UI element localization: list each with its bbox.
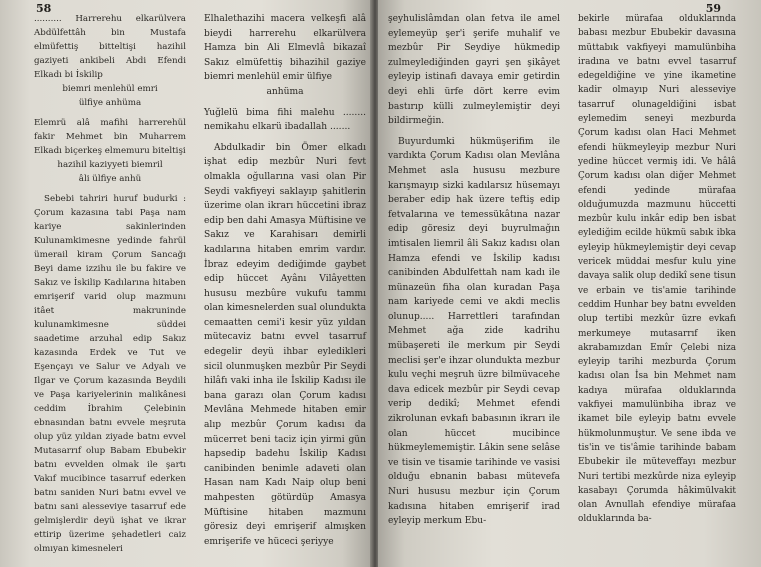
paragraph: Elhalethazihi macera velkeşfi alâ bieydi harrerehu elkarülvera Hamza bin Ali Elmevlâ bikazaî Sakız elmüfettiş bihazihil gaziye biemri menlehül emir ülfiye bbox=[204, 14, 366, 83]
paragraph: ülfiye anhüma bbox=[78, 98, 142, 108]
paragraph: hazihil kaziyyeti biemril bbox=[57, 160, 163, 170]
paragraph: .......... Harrerehu elkarülvera Abdülfettâh bin Mustafa elmüfettiş bitteltişi hazihil gaziyeti ankibeli Abdi Efendi Elkadı bi İskilip bbox=[34, 14, 186, 80]
page-number-left: 58 bbox=[36, 2, 52, 15]
right-page bbox=[378, 0, 761, 567]
paragraph: Sebebi tahriri huruf budurki : Çorum kazasına tabi Paşa nam kariye sakinlerinden Kulunamkimesne yedinde fahrül ümerail kiram Çorum Sancağı Beyi dame izzihu ile bu fakire ve Sakız ve İskilip Kadılarına hitaben emrişerif varid olup mazmunı itâet makruninde kulunamkimesne süddei saadetime arzuhal edip Sakız kazasında Erdek ve Tut ve Eşençayı ve Salur ve Adyalı ve Ilgar ve Çorum kazasında Beydili ve Paşa kariyelerinin malikânesi ceddim İbrahim Çelebinin ebnasından batnı evvele meşruta olup yüz yıldan ziyade batnı evvel Mutasarrıf olup Babam Ebubekir batnı evvelden olmak ile şartı Vakıf mucibince tasarruf ederken batnı saniden Nuri batnı evvel ve batnı sani alesseviye tasarruf ede gelmişlerdir deyü işhat ve ikrar ettirip üzerime şehadetleri caiz olmıyan kimesneleri bbox=[34, 194, 186, 554]
paragraph: Abdulkadir bin Ömer elkadı işhat edip mezbûr Nuri fevt olmakla oğullarına vasi olan Pir Seydi vakfiyeyi saklayıp şahitlerin üzerime olan ikrarı hüccetini ibraz edip ben dahi Amasya Müftisine ve Sakız ve Karahisarı demirli kadılarına hitaben emrim vardır. İbraz edeyim dediğimde gaybet edip hüccet Ayânı Vilâyetten hususu mezbûre vukufu tammı olan kimesnelerden sual olundukta cemaatten cemi'i kesir yüz yıldan mütecaviz batnı evvel tasarruf edegelir deyü ihbar eyledikleri sicil olunmuşken mezbûr Pir Seydi hilâfı vaki inha ile İskilip Kadısı ile bana garazı olan Çorum kadısı Mevlâna Mehmede hitaben emir alıp mezbûr Çorum kadısı da mücerret beni taciz için yirmi gün hapsedip badehu İskilip Kadısı canibinden benimle adaveti olan Hasan nam Kadı Naip olup beni mahpesten götürdüp Amasya Müftisine hitaben mazmunı göresiz deyi emrişerif almışken emrişerife ve hüceci şeriyye bbox=[204, 142, 366, 547]
paragraph: Yuğlelü bima fihi malehu ........ nemikahu elkarü ibadallah ....... bbox=[204, 107, 366, 133]
right-column-1 bbox=[388, 12, 560, 529]
paragraph: şeyhulislâmdan olan fetva ile amel eylemeyüp şer'i şerife muhalif ve mezbûr Pir Seydiye hükmedip zulmeylediğinden gayri şen şikâyet eyleyip istinafi davaya emir getirdin deyi ehli ürfe dört kerre evim bastırıp külli zulmeylemiştir deyi bildirmeğin. bbox=[388, 14, 560, 127]
paragraph: anhüma bbox=[266, 86, 304, 97]
paragraph: Buyurdumki hükmüşerifim ile vardıkta Çorum Kadısı olan Mevlâna Mehmet asla hususu mezbure karışmayıp sizki kadılarsız hüsemayı beraber edip hak üzere teftiş edip fetvalarına ve temessükâtına nazar edip göresiz deyi buyrulmağın imtisalen liemril âli Sakız kadısı olan Hamza efendi ve İskilip kadısı canibinden Abdulfettah nam kadı ile münazeün fiha olan kuradan Paşa nam kariyede cemi ve akdi meclis olunup..... Harrettleri tarafından Mehmet ağa zide kadrihu mübaşereti ile merkum pir Seydi meclisi şer'e ihzar olundukta mezbur kulu veçhi meşruh üzre bilmüvacehe dava edicek mezbûr pir Seydi cevap verip dedikî; Mehmet efendi zikrolunan evkafı babasının ikrarı ile olan hüccet mucibince hükmeylememiştir. Lâkin sene selâse ve tisin ve tisamie tarihinde ve vasisi olduğu ebnanin babası mütevefa Nuri hususu mezbur için Çorum kadısına hitaben emrişerif irad eyleyip merkum Ebu- bbox=[388, 136, 560, 527]
paragraph: bekirle mürafaa olduklarında babası mezbur Ebubekir davasına müttabık vakfiyeyi mamulünbiha iradına ve batnı evvel tasarruf edegeldiğine ve yine ikametine kadir olmayıp Nuri alesseviye tasarruf olunageldiğini isbat eylemedim seneyi mezburda Çorum kadısı olan Haci Mehmet efendi hükmeyleyip mezbur Nuri yedine hüccet vermiş idi. Ve hâlâ Çorum kadısı olan diğer Mehmet efendi yedinde mürafaa olduğumuzda mazmunu hüccetti mezbûr kulu inkâr edip ben isbat eylediğim ecilde hükmü sabık ibka eyleyip hükmeylemiştir deyi cevap vericek müddai mesfur kulu yine davaya salik olup dedikî sene tisun ve erbain ve tis'amie tarihinde ceddim Hunhar bey batnı evvelden olup tertibi mezkûr üzre evkafı merkumeye mutasarrıf iken akrabamızdan Emîr Çelebi niza eyleyip tarihi mezburda Çorum kadısı olan İsa bin Mehmet nam kadıya mürafaa olduklarında vakfiyei mamulünbiha ibraz ve ikamet bile eyleyip batnı evvele hükmolunmuştur. Ve sene ibda ve tis'in ve tis'âmie tarihinde babam Ebubekir ile müteveffayı mezbur Nuri tertibi mezkûrde niza eyleyip kasabayı Çorumda hâkimülvakit olan Avnullah efendiye mürafaa olduklarında ba- bbox=[578, 14, 736, 525]
paragraph: Elemrü alâ mafihi harrerehül fakir Mehmet bin Muharrem Elkadı biçerkeş elmemuru biteltişi bbox=[34, 118, 186, 156]
page-number-right: 59 bbox=[705, 2, 721, 15]
left-page bbox=[0, 0, 372, 567]
paragraph: âli ülfiye anhü bbox=[78, 174, 142, 184]
right-column-2 bbox=[578, 12, 736, 527]
left-column-2 bbox=[204, 12, 366, 549]
left-column-1 bbox=[34, 12, 186, 556]
paragraph: biemri menlehül emri bbox=[62, 84, 158, 94]
